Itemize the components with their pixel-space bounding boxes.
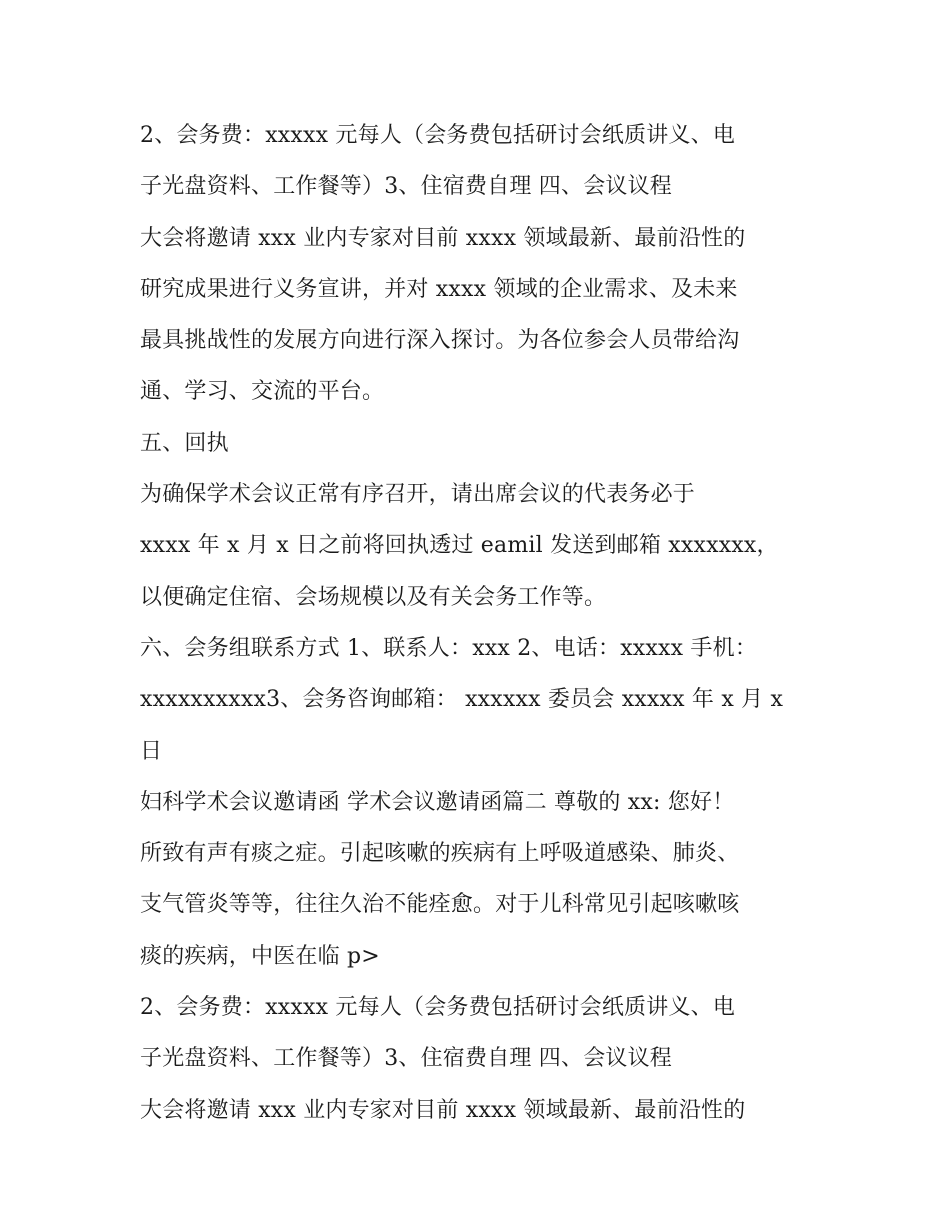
text-line: 以便确定住宿、会场规模以及有关会务工作等。	[140, 584, 607, 610]
text-line: 子光盘资料、工作餐等）3、住宿费自理 四、会议议程	[140, 1046, 672, 1072]
text-line: xxxxxxxxxx3、会务咨询邮箱： xxxxxx 委员会 xxxxx 年 x 月 x	[140, 687, 784, 713]
text-line: 为确保学术会议正常有序召开，请出席会议的代表务必于	[140, 482, 696, 508]
text-line: 支气管炎等等，往往久治不能痊愈。对于儿科常见引起咳嗽咳	[140, 892, 740, 918]
text-line: 研究成果进行义务宣讲，并对 xxxx 领域的企业需求、及未来	[140, 276, 738, 302]
text-line: 日	[140, 738, 163, 764]
text-line: 所致有声有痰之症。引起咳嗽的疾病有上呼吸道感染、肺炎、	[140, 841, 740, 867]
section-heading: 五、回执	[140, 430, 229, 456]
text-line: 通、学习、交流的平台。	[140, 379, 385, 405]
text-line: 大会将邀请 xxx 业内专家对目前 xxxx 领域最新、最前沿性的	[140, 1097, 746, 1123]
text-line: 2、会务费：xxxxx 元每人（会务费包括研讨会纸质讲义、电	[140, 123, 736, 148]
text-line: 2、会务费：xxxxx 元每人（会务费包括研讨会纸质讲义、电	[140, 995, 736, 1021]
text-line: 子光盘资料、工作餐等）3、住宿费自理 四、会议议程	[140, 174, 672, 200]
text-line: 最具挑战性的发展方向进行深入探讨。为各位参会人员带给沟	[140, 328, 740, 354]
body-text	[140, 110, 820, 1136]
text-line: xxxx 年 x 月 x 日之前将回执透过 eamil 发送到邮箱 xxxxxxx，	[140, 533, 779, 559]
text-line: 大会将邀请 xxx 业内专家对目前 xxxx 领域最新、最前沿性的	[140, 225, 746, 251]
text-line: 痰的疾病，中医在临 p>	[140, 943, 380, 969]
text-line: 妇科学术会议邀请函 学术会议邀请函篇二 尊敬的 xx: 您好！	[140, 789, 735, 815]
text-line: 六、会务组联系方式 1、联系人：xxx 2、电话：xxxxx 手机：	[140, 635, 758, 661]
